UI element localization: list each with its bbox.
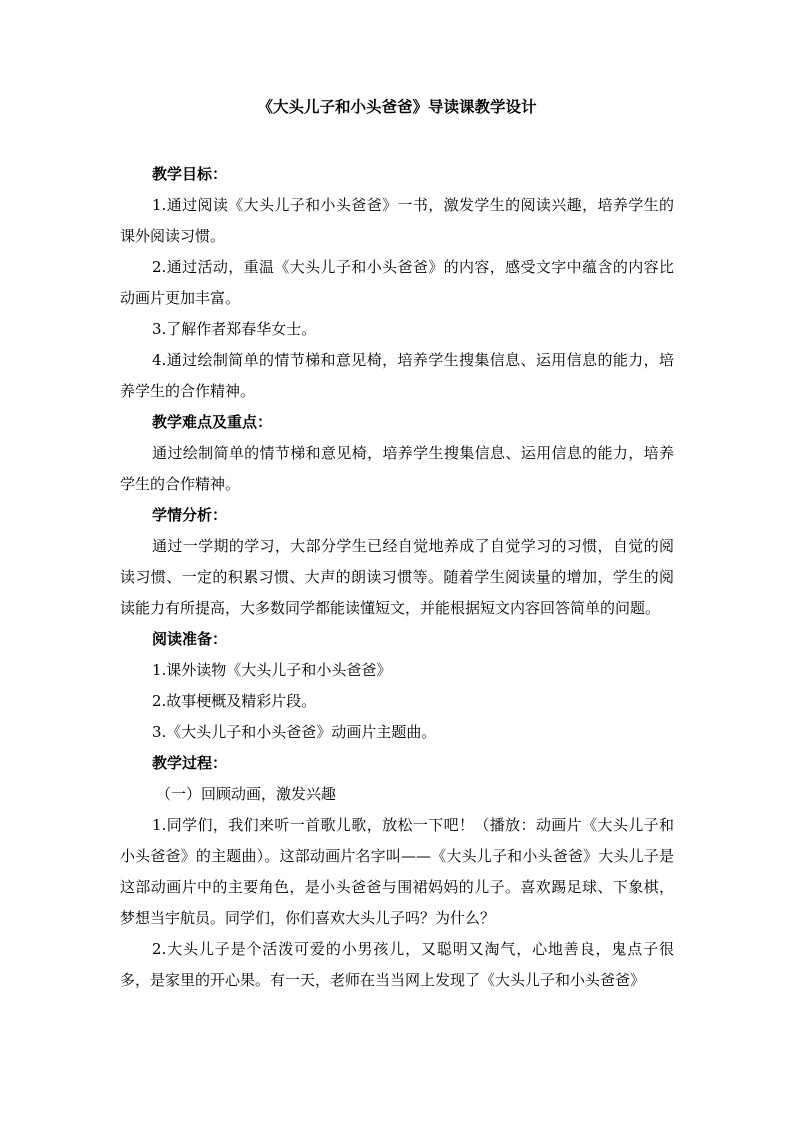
goal-item: 1.通过阅读《大头儿子和小头爸爸》一书，激发学生的阅读兴趣，培养学生的课外阅读习惯。 [120, 196, 674, 245]
preparation-item: 2.故事梗概及精彩片段。 [152, 692, 317, 710]
analysis-heading: 学情分析： [152, 506, 228, 524]
preparation-heading: 阅读准备： [152, 630, 228, 648]
analysis-text: 通过一学期的学习，大部分学生已经自觉地养成了自觉学习的习惯，自觉的阅读习惯、一定的积累习惯、大声的朗读习惯等。随着学生阅读量的增加，学生的阅读能力有所提高，大多数同学都能读懂短文，并能根据短文内容回答简单的问题。 [120, 537, 674, 617]
key-points-text: 通过绘制简单的情节梯和意见椅，培养学生搜集信息、运用信息的能力，培养学生的合作精神。 [120, 444, 674, 493]
document-title: 《大头儿子和小头爸爸》导读课教学设计 [257, 97, 537, 116]
goal-item: 2.通过活动，重温《大头儿子和小头爸爸》的内容，感受文字中蕴含的内容比动画片更加丰富。 [120, 258, 674, 307]
preparation-item: 3.《大头儿子和小头爸爸》动画片主题曲。 [152, 723, 437, 741]
process-step: 1.同学们，我们来听一首歌儿歌，放松一下吧！（播放：动画片《大头儿子和小头爸爸》的主题曲）。这部动画片名字叫——《大头儿子和小头爸爸》大头儿子是这部动画片中的主要角色，是小头爸爸与围裙妈妈的儿子。喜欢踢足球、下象棋，梦想当宇航员。同学们，你们喜欢大头儿子吗？为什么？ [120, 816, 674, 927]
key-points-heading: 教学难点及重点： [152, 413, 273, 431]
goal-item: 3.了解作者郑春华女士。 [152, 320, 317, 338]
process-heading: 教学过程： [152, 754, 228, 772]
process-step: 2.大头儿子是个活泼可爱的小男孩儿，又聪明又淘气，心地善良，鬼点子很多，是家里的开心果。有一天，老师在当当网上发现了《大头儿子和小头爸爸》 [120, 940, 674, 989]
goals-heading: 教学目标： [152, 165, 228, 183]
process-subheading: （一）回顾动画，激发兴趣 [156, 785, 337, 803]
preparation-item: 1.课外读物《大头儿子和小头爸爸》 [152, 661, 392, 679]
goal-item: 4.通过绘制简单的情节梯和意见椅，培养学生搜集信息、运用信息的能力，培养学生的合作精神。 [120, 351, 674, 400]
